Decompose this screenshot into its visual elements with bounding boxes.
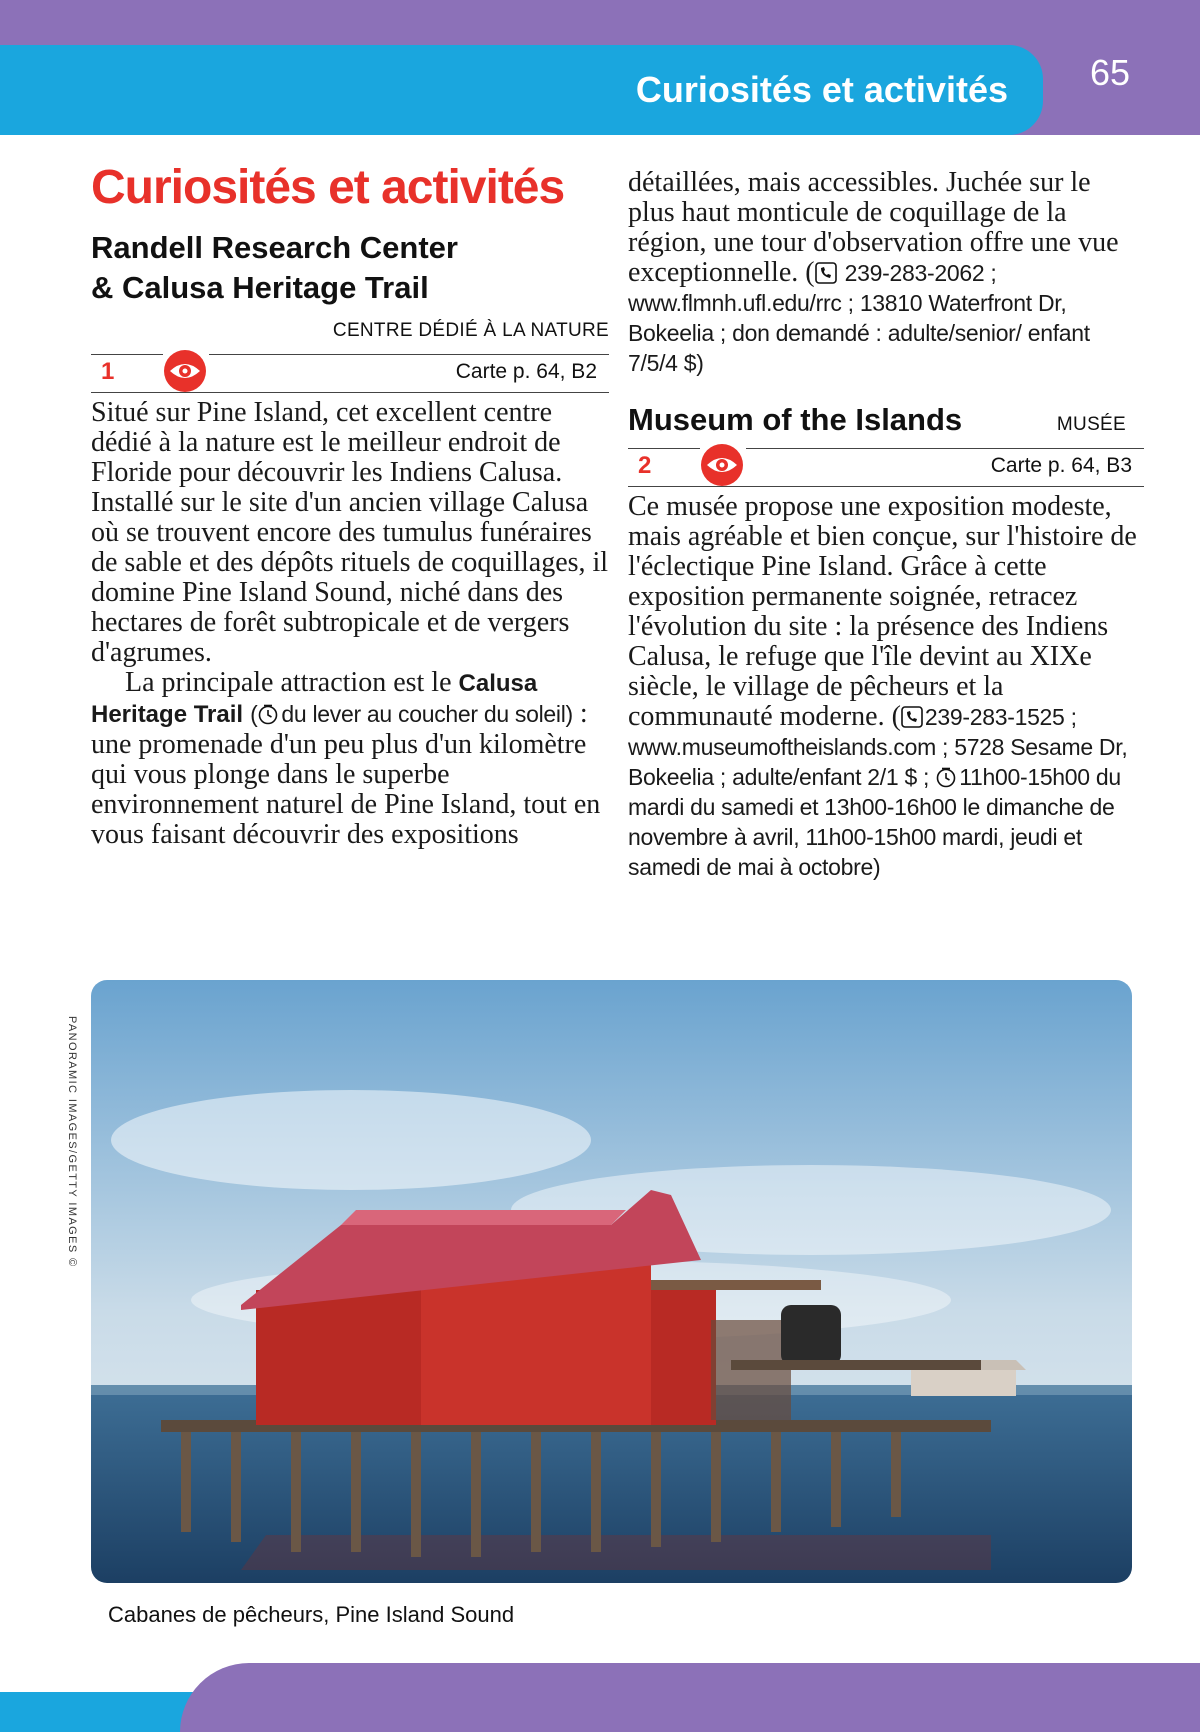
photo-fishing-shacks (91, 980, 1132, 1583)
right-column (628, 167, 1144, 882)
entry-description (628, 492, 1144, 882)
left-column (91, 160, 609, 850)
entry-reference-row (628, 442, 1144, 488)
museum-text: Ce musée propose une exposition modeste, mais agréable et bien conçue, sur l'histoire de l'éclectique Pine Island. Grâce à cette exposition permanente soignée, retracez l'évolution du site : la présence des Indiens Calusa, le refuge que l'île devint au XIXe siècle, le village de pêcheurs et la communauté moderne. ( (628, 491, 1137, 732)
entry-number: 1 (101, 358, 115, 385)
map-reference: Carte p. 64, B2 (455, 360, 597, 383)
entry-reference-row (91, 348, 609, 394)
entry-heading (628, 400, 1144, 440)
phone-icon (901, 706, 923, 728)
entry-number: 2 (638, 452, 652, 479)
divider (746, 448, 1144, 449)
header-section-label: Curiosités et activités (635, 69, 1008, 110)
divider (628, 448, 700, 449)
entry-title (91, 228, 609, 308)
header-tab (0, 45, 1043, 135)
entry-contact-info: 239-283-2062 ; www.flmnh.ufl.edu/rrc ; 13810 Waterfront Dr, Bokeelia ; don demandé : adulte/senior/ enfant 7/5/4 $) (628, 260, 1090, 376)
opening-hours: 11h00-15h00 du mardi du samedi et 13h00-16h00 le dimanche de novembre à avril, 11h00-15h00 mardi, jeudi et samedi de mai à octobre) (628, 764, 1121, 880)
map-reference: Carte p. 64, B3 (990, 454, 1132, 477)
clock-icon (257, 703, 279, 725)
photo-credit: PANORAMIC IMAGES/GETTY IMAGES © (66, 1016, 78, 1268)
para-intro: La principale attraction est le (125, 667, 459, 698)
entry-title-line2: & Calusa Heritage Trail (91, 270, 429, 305)
entry-contact-info: 239-283-1525 ; www.museumoftheislands.com ; 5728 Sesame Dr, Bokeelia ; adulte/enfant 2/1 $ ; (628, 704, 1128, 790)
trail-name: Calusa Heritage Trail (91, 670, 538, 728)
entry-type: CENTRE DÉDIÉ À LA NATURE (332, 320, 609, 341)
para-rest: : une promenade d'un peu plus d'un kilomètre qui vous plonge dans le superbe environnement naturel de Pine Island, tout en vous faisant découvrir des expositions (91, 698, 601, 850)
eye-icon (162, 348, 208, 394)
eye-icon (699, 442, 745, 488)
clock-icon (935, 766, 957, 788)
continued-text: détaillées, mais accessibles. Juchée sur le plus haut monticule de coquillage de la région, une tour d'observation offre une vue exceptionnelle. ( (628, 167, 1119, 288)
opening-hours: du lever au coucher du soleil (281, 701, 566, 727)
phone-icon (815, 262, 837, 284)
footer-band-purple (180, 1663, 1200, 1732)
section-title: Curiosités et activités (91, 161, 565, 214)
entry-description-2: La principale attraction est le Calusa Heritage Trail ( du lever au coucher du soleil) : une promenade d'un peu plus d'un kilomètre qui vous plonge dans le superbe environnement naturel de Pine Island, tout en vous faisant découvrir des expositions (91, 667, 601, 850)
photo-caption: Cabanes de pêcheurs, Pine Island Sound (108, 1602, 515, 1627)
divider (209, 354, 609, 355)
entry-continued (628, 168, 1144, 378)
entry-title-line1: Randell Research Center (91, 230, 458, 265)
entry-description: Situé sur Pine Island, cet excellent centre dédié à la nature est le meilleur endroit de Floride pour découvrir les Indiens Calusa. Installé sur le site d'un ancien village Calusa où se trouvent encore des tumulus funéraires de sable et des dépôts rituels de coquillages, il domine Pine Island Sound, niché dans des hectares de forêt subtropicale et de vergers d'agrumes. (91, 397, 609, 668)
entry-type: MUSÉE (1056, 414, 1126, 435)
photo-illustration (91, 980, 1132, 1583)
entry-title: Museum of the Islands (628, 402, 963, 437)
divider (91, 354, 163, 355)
page-number: 65 (1090, 52, 1131, 93)
